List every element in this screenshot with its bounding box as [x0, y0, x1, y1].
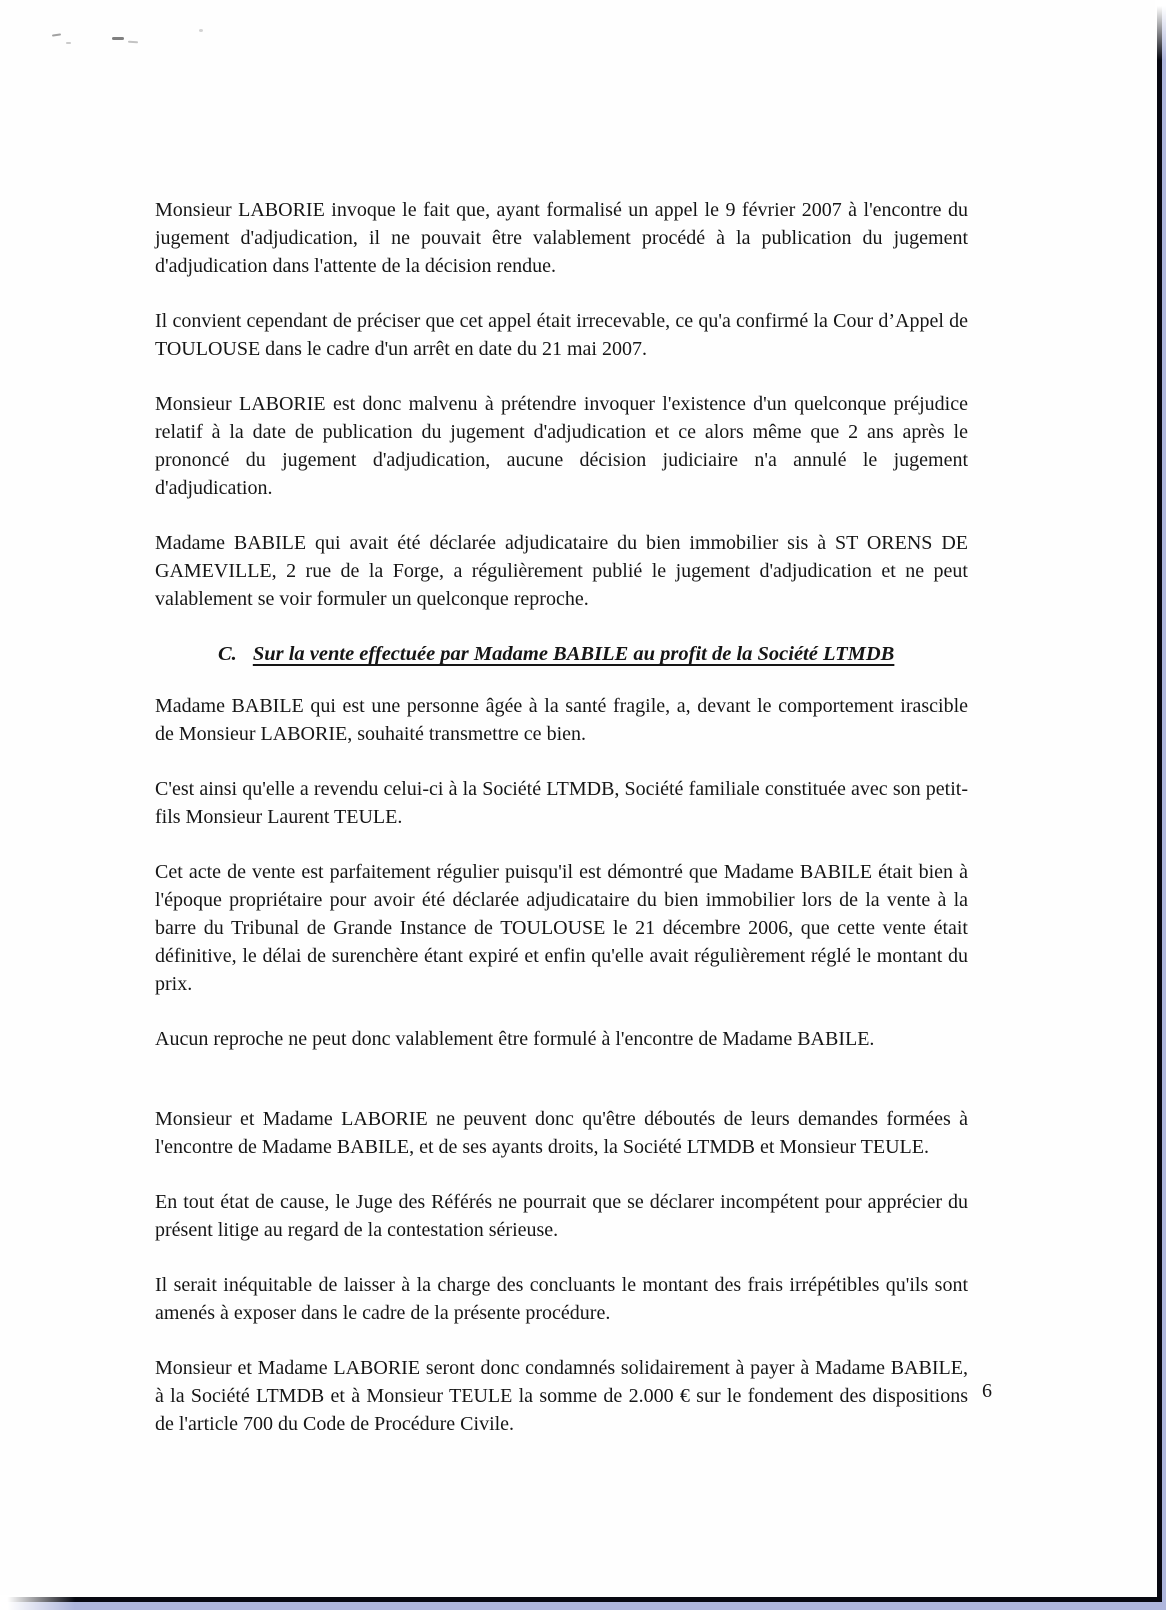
- paragraph: Monsieur et Madame LABORIE seront donc condamnés solidairement à payer à Madame BABILE, à la Société LTMDB et à Monsieur TEULE la somme de 2.000 € sur le fondement des dispositions de l'article 700 du Code de Procédure Civile.: [155, 1357, 968, 1435]
- page-number: 6: [982, 1380, 992, 1402]
- section-heading-title: Sur la vente effectuée par Madame BABILE au profit de la Société LTMDB: [252, 643, 895, 665]
- paragraph: Monsieur et Madame LABORIE ne peuvent donc qu'être déboutés de leurs demandes formées à l'encontre de Madame BABILE, et de ses ayants droits, la Société LTMDB et Monsieur TEULE.: [155, 1108, 968, 1158]
- paragraph: Il convient cependant de préciser que cet appel était irrecevable, ce qu'a confirmé la Cour d’Appel de TOULOUSE dans le cadre d'un arrêt en date du 21 mai 2007.: [155, 310, 968, 360]
- paragraph: Cet acte de vente est parfaitement régulier puisqu'il est démontré que Madame BABILE était bien à l'époque propriétaire pour avoir été déclarée adjudicataire du bien immobilier lors de la vente à la barre du Tribunal de Grande Instance de TOULOUSE le 21 décembre 2006, que cette vente était définitive, le délai de surenchère étant expiré et enfin qu'elle avait régulièrement réglé le montant du prix.: [155, 861, 968, 995]
- scan-smudge: [128, 41, 138, 44]
- document-body: [155, 196, 968, 1465]
- scan-smudge: [52, 33, 61, 36]
- paragraph: Madame BABILE qui est une personne âgée à la santé fragile, a, devant le comportement irascible de Monsieur LABORIE, souhaité transmettre ce bien.: [155, 695, 968, 745]
- paragraph: Il serait inéquitable de laisser à la charge des concluants le montant des frais irrépétibles qu'ils sont amenés à exposer dans le cadre de la présente procédure.: [155, 1274, 968, 1324]
- scan-smudge: [66, 42, 71, 44]
- scan-smudge: [112, 37, 124, 40]
- paragraph: Monsieur LABORIE invoque le fait que, ayant formalisé un appel le 9 février 2007 à l'encontre du jugement d'adjudication, il ne pouvait être valablement procédé à la publication du jugement d'adjudication dans l'attente de la décision rendue.: [155, 199, 968, 277]
- paragraph: Monsieur LABORIE est donc malvenu à prétendre invoquer l'existence d'un quelconque préjudice relatif à la date de publication du jugement d'adjudication et ce alors même que 2 ans après le prononcé du jugement d'adjudication, aucune décision judiciaire n'a annulé le jugement d'adjudication.: [155, 393, 968, 499]
- paragraph: Madame BABILE qui avait été déclarée adjudicataire du bien immobilier sis à ST ORENS DE GAMEVILLE, 2 rue de la Forge, a régulièrement publié le jugement d'adjudication et ne peut valablement se voir formuler un quelconque reproche.: [155, 532, 968, 610]
- paragraph: Aucun reproche ne peut donc valablement être formulé à l'encontre de Madame BABILE.: [155, 1028, 875, 1050]
- section-heading: [218, 640, 968, 668]
- paragraph: C'est ainsi qu'elle a revendu celui-ci à la Société LTMDB, Société familiale constituée avec son petit-fils Monsieur Laurent TEULE.: [155, 778, 968, 828]
- scan-smudge: [199, 29, 203, 32]
- section-heading-number: C.: [218, 643, 237, 665]
- paragraph: En tout état de cause, le Juge des Référés ne pourrait que se déclarer incompétent pour apprécier du présent litige au regard de la contestation sérieuse.: [155, 1191, 968, 1241]
